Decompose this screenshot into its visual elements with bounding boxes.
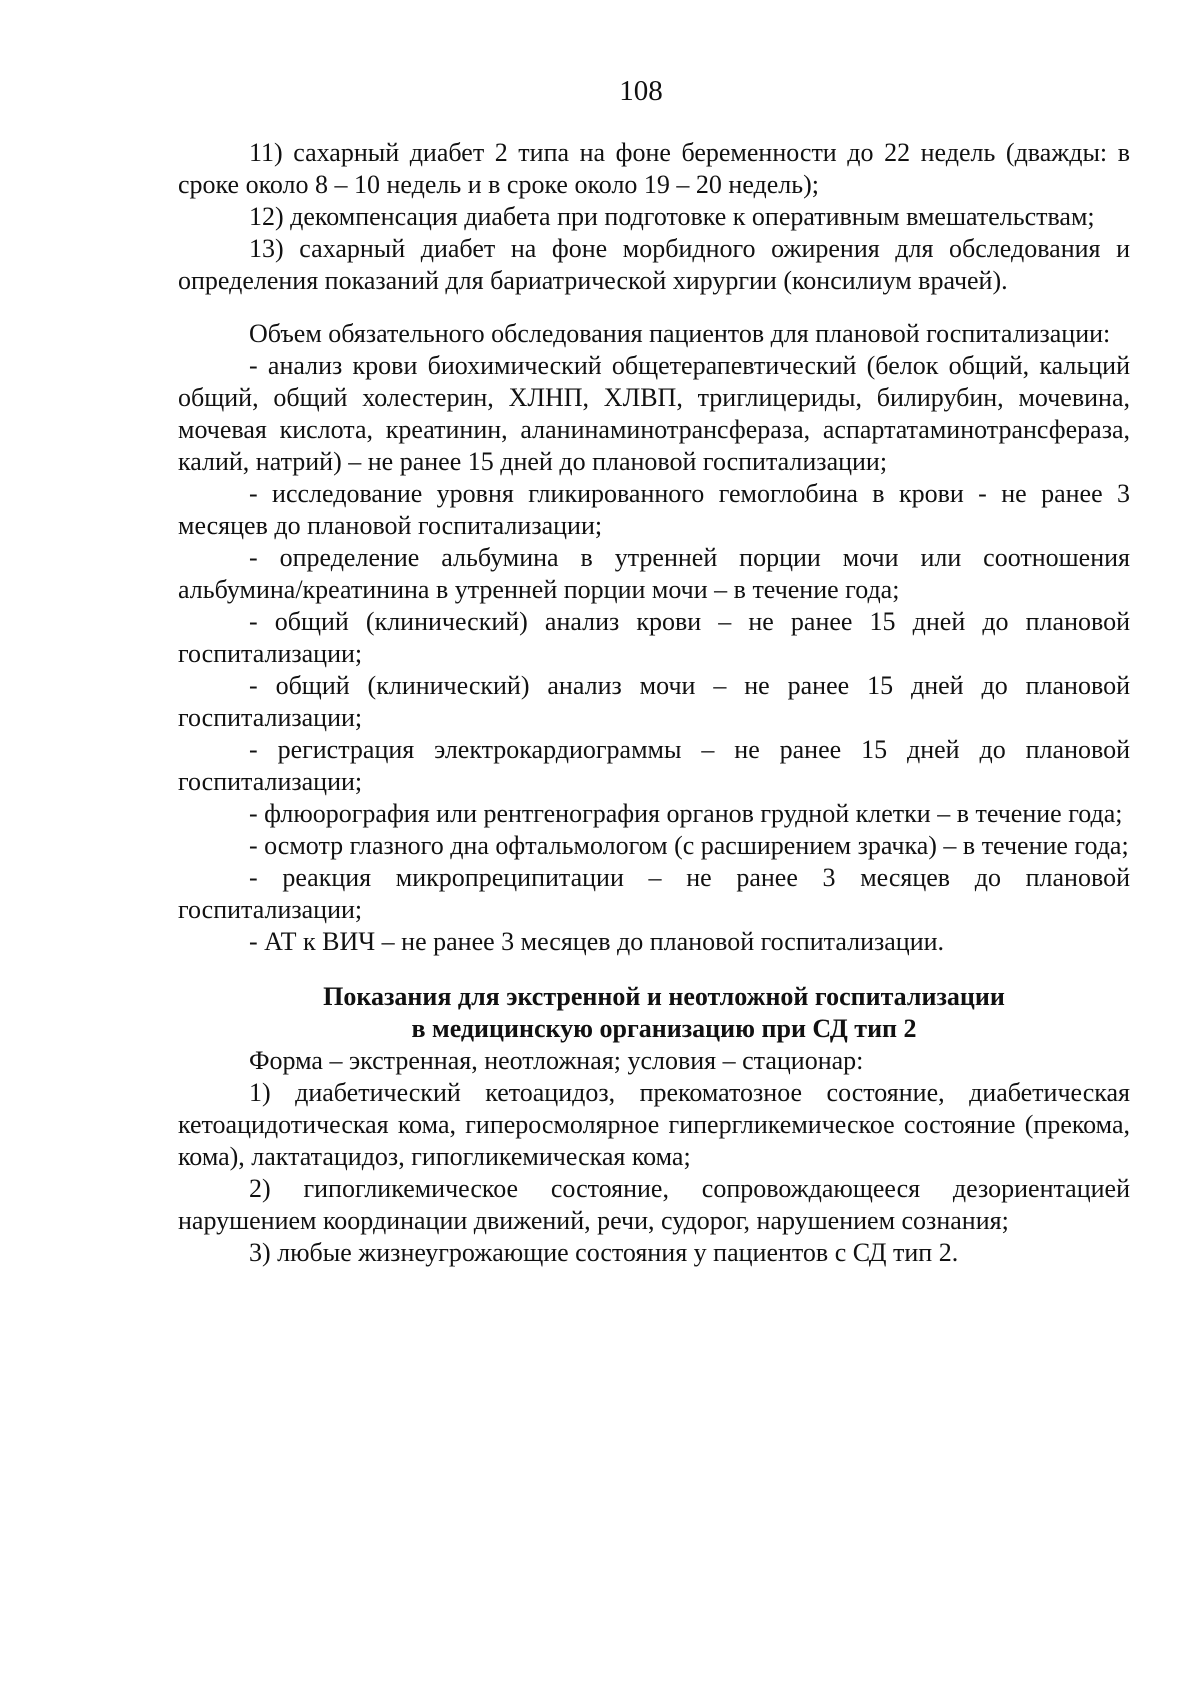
- form-line: Форма – экстренная, неотложная; условия – стационар:: [249, 1046, 864, 1075]
- exam-item: - реакция микропреципитации – не ранее 3 месяцев до плановой госпитализации;: [178, 863, 1130, 924]
- section-heading-line-2: в медицинскую организацию при СД тип 2: [411, 1014, 917, 1043]
- document-body: [178, 137, 1130, 1269]
- list-item-11: 11) сахарный диабет 2 типа на фоне беременности до 22 недель (дважды: в сроке около 8 – 10 недель и в сроке около 19 – 20 недель);: [178, 138, 1130, 199]
- exam-item: - анализ крови биохимический общетерапевтический (белок общий, кальций общий, общий холестерин, ХЛНП, ХЛВП, триглицериды, билирубин, мочевина, мочевая кислота, креатинин, аланинаминотрансфераза, аспартатаминотрансфераза, калий, натрий) – не ранее 15 дней до плановой госпитализации;: [178, 351, 1130, 476]
- emergency-item-1: 1) диабетический кетоацидоз, прекоматозное состояние, диабетическая кетоацидотическая кома, гиперосмолярное гипергликемическое состояние (прекома, кома), лактатацидоз, гипогликемическая кома;: [178, 1078, 1130, 1171]
- section-heading-line-1: Показания для экстренной и неотложной госпитализации: [323, 982, 1005, 1011]
- list-item-12: 12) декомпенсация диабета при подготовке к оперативным вмешательствам;: [249, 202, 1095, 231]
- list-item-13: 13) сахарный диабет на фоне морбидного ожирения для обследования и определения показаний для бариатрической хирургии (консилиум врачей).: [178, 234, 1130, 295]
- exam-intro: Объем обязательного обследования пациентов для плановой госпитализации:: [249, 319, 1111, 348]
- emergency-item-2: 2) гипогликемическое состояние, сопровождающееся дезориентацией нарушением координации движений, речи, судорог, нарушением сознания;: [178, 1174, 1130, 1235]
- page-number: 108: [619, 75, 663, 107]
- exam-item: - флюорография или рентгенография органов грудной клетки – в течение года;: [249, 799, 1123, 828]
- exam-item: - АТ к ВИЧ – не ранее 3 месяцев до плановой госпитализации.: [249, 927, 945, 956]
- exam-item: - общий (клинический) анализ мочи – не ранее 15 дней до плановой госпитализации;: [178, 671, 1130, 732]
- spacer: [178, 297, 1130, 318]
- exam-item: - определение альбумина в утренней порции мочи или соотношения альбумина/креатинина в утренней порции мочи – в течение года;: [178, 543, 1130, 604]
- exam-item: - регистрация электрокардиограммы – не ранее 15 дней до плановой госпитализации;: [178, 735, 1130, 796]
- exam-item: - осмотр глазного дна офтальмологом (с расширением зрачка) – в течение года;: [249, 831, 1129, 860]
- emergency-item-3: 3) любые жизнеугрожающие состояния у пациентов с СД тип 2.: [249, 1238, 959, 1267]
- spacer: [178, 958, 1130, 981]
- exam-item: - исследование уровня гликированного гемоглобина в крови - не ранее 3 месяцев до плановой госпитализации;: [178, 479, 1130, 540]
- exam-item: - общий (клинический) анализ крови – не ранее 15 дней до плановой госпитализации;: [178, 607, 1130, 668]
